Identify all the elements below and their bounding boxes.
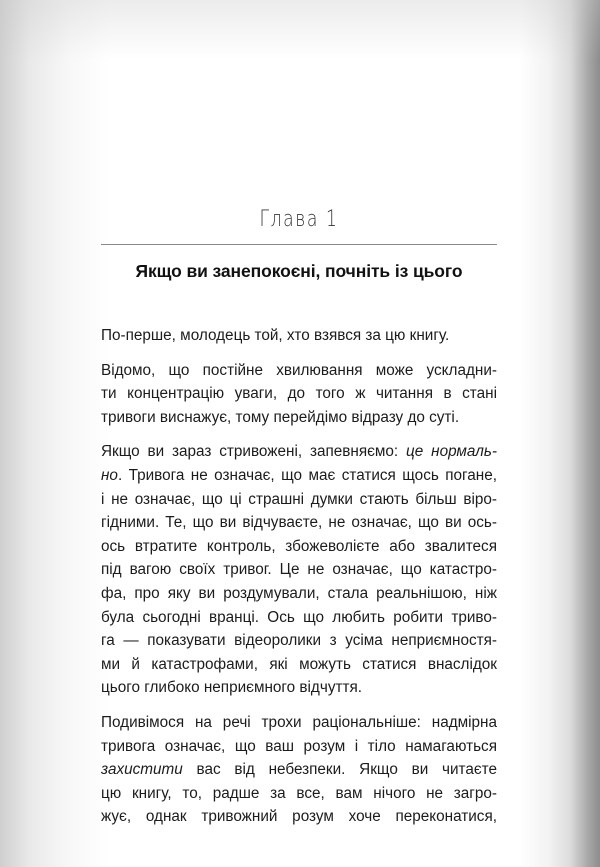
text-segment: Якщо ви зараз стривожені, запевняємо: [101,443,407,461]
emphasized-text: но [101,466,118,484]
text-line: ось втратите контроль, збожеволієте або звалитеся [101,537,497,555]
text-line [101,440,497,464]
text-segment: . Тривога не означає, що має статися щось погане, [117,466,497,484]
text-line: ми й катастрофами, які можуть статися внаслідок [101,655,497,673]
text-line: жує, однак тривожний розум хоче переконатися, [101,808,497,826]
text-line [101,464,497,488]
text-line [101,758,497,782]
text-line: По-перше, молодець той, хто взявся за цю книгу. [101,327,450,344]
text-line: і не означає, що ці страшні думки стають більш віро- [101,490,497,508]
page-top-shade [0,0,600,60]
paragraph [101,711,497,829]
paragraph [101,440,497,700]
chapter-body-text [101,324,497,829]
text-line: тривоги виснажує, тому перейдімо відразу до суті. [101,408,460,426]
text-line: цього глибоко неприємного відчуття. [101,679,363,697]
text-line: цю книгу, то, радше за все, вам нічого не загро- [101,784,497,802]
text-line: Подивімося на речі трохи раціональніше: надмірна [101,713,497,731]
text-line: була сьогодні вранці. Ось що любить робити триво- [101,608,497,626]
chapter-divider [101,244,497,245]
paragraph [101,324,497,348]
text-line: гідними. Те, що ви відчуваєте, не означає, що ви ось- [101,514,497,532]
text-line: під вагою своїх тривог. Це не означає, що катастро- [101,561,497,579]
text-line: фа, про яку ви роздумували, стала реальнішою, ніж [101,584,497,602]
emphasized-text: це нормаль- [406,443,497,461]
text-line: ти концентрацію уваги, до того ж читання в стані [101,385,497,403]
text-segment: вас від небезпеки. Якщо ви читаєте [182,761,497,779]
chapter-title: Якщо ви занепокоєні, почніть із цього [135,261,463,281]
book-page-content [101,198,497,840]
text-line: га — показувати відеоролики з усіма неприємностя- [101,632,497,650]
text-line: тривога означає, що ваш розум і тіло намагаються [101,737,497,755]
paragraph [101,359,497,430]
emphasized-text: захистити [101,761,183,779]
chapter-label: Глава 1 [259,207,339,232]
text-line: Відомо, що постійне хвилювання може ускладни- [101,361,497,379]
